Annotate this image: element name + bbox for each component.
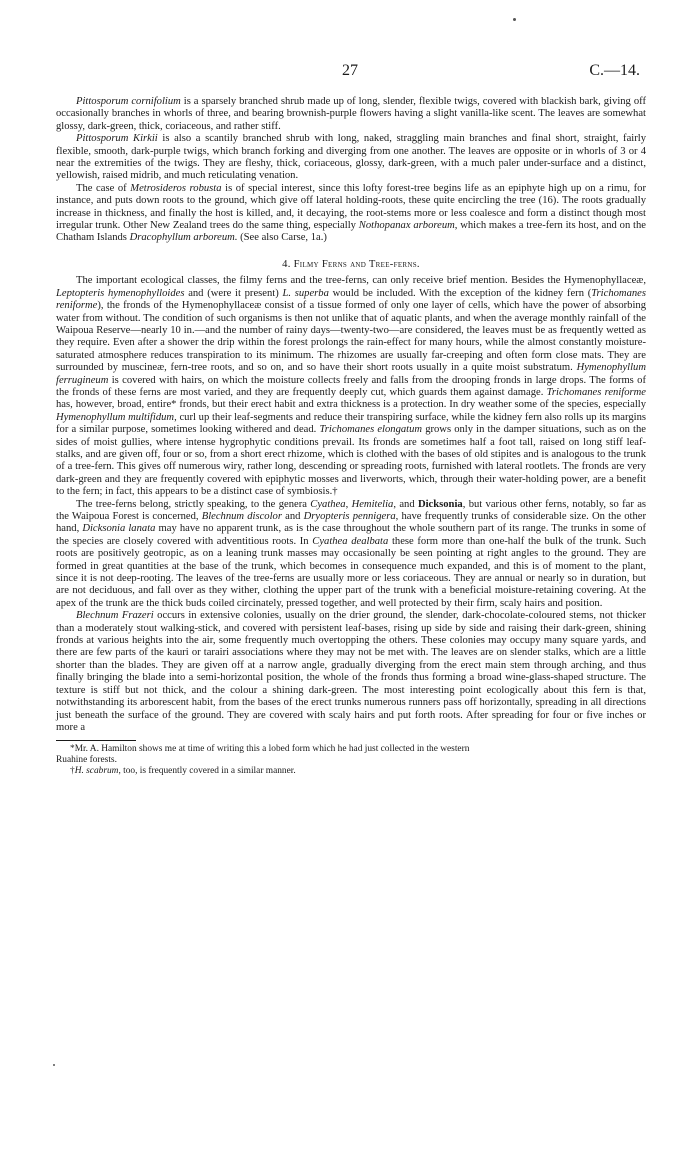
species-name: Hymenophyllum ferrugineum — [56, 362, 646, 386]
footnote-text: Ruahine forests. — [56, 755, 117, 766]
species-name: H. scabrum — [74, 766, 119, 777]
body-text — [56, 96, 646, 777]
paragraph-tree-ferns: The tree-ferns belong, strictly speaking, to the genera Cyathea, Hemitelia, and Dicksonia, but various other ferns, notably, so far as the Waipoua Forest is concerned, Blechnum discolor and Dryopteris pennigera, have frequently trunks of considerable size. On the other hand, Dicksonia lanata may have no apparent trunk, as is the case throughout the whole southern part of its range. The trunks in some of the species are closely covered with adventitious roots. In Cyathea dealbata these form more than one-half the bulk of the trunk. Such roots are positively geotropic, as on a leaning trunk masses may occasionally be seen pointing at right angles to the ground. They are formed in great quantities at the base of the trunk, which becomes in consequence much expanded, and this is of moment to the plant, since it is not deep-rooting. The leaves of the tree-ferns are usually more or less coriaceous. They are annual or nearly so in duration, but are not deciduous, and fall over as they wither, clothing the upper part of the trunk with a beneficial moisture-retaining covering. At the apex of the trunk are the thick buds coiled circinately, pressed together, and well protected by their firm, scaly hairs and position. — [56, 498, 647, 609]
paragraph-text: these form more than one-half the bulk of the trunk. Such roots are positively geotropic, as on a leaning trunk masses may occasionally be seen pointing at right angles to the ground. They are formed in great quantities at the base of the trunk, which becomes in consequence much expanded, and this is of moment to the plant, since it is not deep-rooting. The leaves of the tree-ferns are usually more or less coriaceous. They are annual or nearly so in duration, but are not deciduous, and fall over as they wither, clothing the upper part of the trunk with a beneficial moisture-retaining covering. At the apex of the trunk are the thick buds coiled circinately, pressed together, and well protected by their firm, scaly hairs and position. — [56, 535, 646, 609]
paragraph-text: would be included. With the exception of the kidney fern ( — [332, 287, 592, 299]
paragraph-text: ), the fronds of the Hymenophyllaceæ consist of a tissue formed of only one layer of cells, which have the power of absorbing water from without. The condition of such organisms is then not unlike that of aquatic plants, and when the average monthly rainfall of the Waipoua Reserve—nearly 10 in.—and the number of rainy days—twenty-two—are considered, the leaves must be as frequently wetted as they require. Even after a shower the drip within the forest prolongs the rain-effect for many hours, while the almost constantly moisture-saturated atmosphere reduces transpiration to its minimum. The rhizomes are usually far-creeping and often form close mats. They are surrounded by muscineæ, fern-tree roots, and so on, and so have their short roots usually in a quite moist substratum. — [56, 300, 646, 374]
paragraph-metrosideros — [56, 183, 646, 245]
species-name: Dryopteris pennigera — [303, 511, 396, 522]
footnote-text: , too, is frequently covered in a similar manner. — [118, 766, 296, 777]
paragraph-text: is also a scantily branched shrub with long, naked, straggling main branches and final short, straight, fairly flexible, smooth, dark-purple twigs, which branch forking and diverging from one another. The leaves are opposite or in whorls of 3 or 4 near the extremities of the twigs. They are fleshy, thick, coriaceous, glossy, dark-green, with a much paler under-surface and a distinct, yellowish, raised midrib, and much reticulating venation. — [56, 133, 647, 182]
paragraph-text: grows only in the damper situations, such as on the sides of moist gullies, where intense hygrophytic conditions prevail. Its fronds are sometimes half a foot tall, raised on long stiff leaf-stalks, and are given off, four or so, from a short erect rhizome, which is clothed with the bases of old stipites and is analogous to the trunk of a tree-fern. This gives off numerous wiry, rather long, descending or spreading roots, furnished with lateral rootlets. The fronds are very dark-green and they are frequently covered with epiphytic mosses and liverworts, which, through their water-holding power, are a benefit to the fern; in fact, this appears to be a distinct case of symbiosis.† — [56, 424, 646, 498]
page-header — [60, 62, 640, 82]
species-name: Leptopteris hymenophylloides — [56, 287, 185, 299]
species-name: Cyathea dealbata — [312, 535, 389, 547]
species-name: Blechnum discolor — [201, 511, 282, 522]
paragraph-filmy-ferns — [56, 275, 646, 498]
paragraph-text: (See also Carse, 1a.) — [240, 232, 327, 244]
footnote-rule — [56, 740, 136, 741]
paragraph-text: is a sparsely branched shrub made up of long, slender, flexible twigs, — [183, 96, 480, 107]
species-name: Dicksonia lanata — [82, 523, 156, 535]
footnotes — [56, 744, 646, 777]
species-name: Pittosporum Kirkii — [76, 133, 158, 145]
species-name: Hymenophyllum multifidum — [56, 411, 175, 423]
species-name: Blechnum Frazeri — [76, 610, 154, 622]
species-name: Dracophyllum arboreum. — [129, 232, 238, 244]
page-number: 27 — [342, 62, 358, 79]
species-name: Metrosideros robusta — [130, 182, 222, 194]
scan-speck — [513, 18, 516, 21]
paragraph-text: The important ecological classes, the filmy ferns and the tree-ferns, can only receive brief mention. Besides the Hymenophyllaceæ, — [76, 275, 646, 287]
section-mark: C.—14. — [589, 62, 640, 79]
section-heading: 4. Filmy Ferns and Tree-ferns. — [282, 258, 420, 270]
paragraph-text: but various other ferns, notably, so far as the Waipoua Forest is concerned, — [56, 498, 647, 522]
paragraph-text: and — [285, 511, 301, 522]
paragraph-blechnum-frazeri — [56, 610, 646, 734]
paragraph-text: covered with blackish bark, giving off occasionally branches in whorls of three, and bearing brownish-purple flowers having a slight vanilla-like scent. The leaves are somewhat glossy, dark-green, thick, coriaceous, and rather stiff. — [56, 96, 646, 132]
paragraph-text: is covered with hairs, on which the moisture collects freely and falls from the drooping fronds in large drops. The forms of the fronds of these ferns are most varied, and they are frequently deeply cut, which guards them against damage. — [56, 374, 646, 398]
footnote — [56, 744, 646, 755]
paragraph-text: is of special interest, since this lofty forest-tree begins life as an epiphyte high up on a rimu, for instance, and puts down roots to the ground, which give off lateral holding-roots, these quite encircling the tree (16). The roots gradually increase in thickness, and finally the host is killed, and, it decaying, the root-stems more or less coalesce and form a distinct though most irregular trunk. Other New Zealand trees do the same thing, especially — [56, 182, 647, 232]
paragraph-text: , which makes a tree-fern its host, and on the Chatham Islands — [56, 220, 646, 244]
species-name: Pittosporum cornifolium — [76, 96, 181, 107]
footnote-marker: † — [70, 766, 75, 777]
species-name: Trichomanes reniforme — [56, 287, 646, 312]
species-name: Dicksonia — [417, 498, 463, 510]
paragraph-text: has, however, broad, entire* fronds, but their erect habit and extra thickness is a protection. In dry weather some of the species, especially — [56, 399, 646, 411]
footnote-text: *Mr. A. Hamilton shows me at time of writing this a lobed form which he had just collected in the western — [70, 744, 470, 755]
paragraph-pittosporum-kirkii — [56, 133, 646, 183]
footnote — [56, 766, 646, 777]
species-name: Nothopanax arboreum — [358, 220, 455, 232]
paragraph-text: The tree-ferns belong, strictly speaking, to the genera — [76, 498, 307, 510]
species-name: Trichomanes elongatum — [319, 424, 423, 436]
species-name: Cyathea — [310, 498, 346, 510]
paragraph-text: , curl up their leaf-segments and reduce their transpiring surface, while the kidney fern also rolls up its margins for a similar purpose, sometimes looking withered and dead. — [56, 411, 646, 436]
species-name: Hemitelia — [351, 498, 394, 510]
species-name: Trichomanes reniforme — [546, 386, 646, 398]
paragraph-text: occurs in extensive colonies, usually on the drier ground, the slender, dark-chocolate-coloured stems, not thicker than a moderately stout walking-stick, and covered with persistent leaf-bases, rising up side by side and raising their dark-green, shining fronds at various heights into the air, some frequently much overtopping the others. These colonies may occupy many square yards, and there are few parts of the kauri or tarairi associations where they may not be met with. The leaves are on slender stalks, which are a little shorter than the blades. They are given off at a narrow angle, gradually diverging from the erect main stem through arching, and thus finally bringing the blade into a semi-horizontal position, the whole of the fronds thus forming a broad wine-glass-shaped structure. The texture is stiff but not thick, and the colour a shining dark-green. The most interesting point ecologically about this fern is that, notwithstanding its arborescent habit, from the bases of the erect trunks numerous runners pass off horizontally, spreading in all directions just beneath the surface of the ground. They are covered with scaly hairs and put forth roots. After spreading for four or five inches or more a — [56, 610, 646, 733]
paragraph-text: , have frequently trunks of considerable size. On the other hand, — [56, 511, 646, 535]
paragraph-text: and (were it present) — [188, 287, 279, 299]
footnote-continuation — [56, 755, 646, 766]
paragraph-pittosporum-cornifolium — [56, 96, 646, 133]
scan-speck — [53, 1064, 55, 1066]
paragraph-text: may have no apparent trunk, as is the case throughout the whole southern part of its range. The trunks in some of the species are closely covered with adventitious roots. In — [56, 523, 646, 547]
species-name: L. superba — [282, 287, 329, 299]
paragraph-text: The case of — [76, 182, 127, 194]
